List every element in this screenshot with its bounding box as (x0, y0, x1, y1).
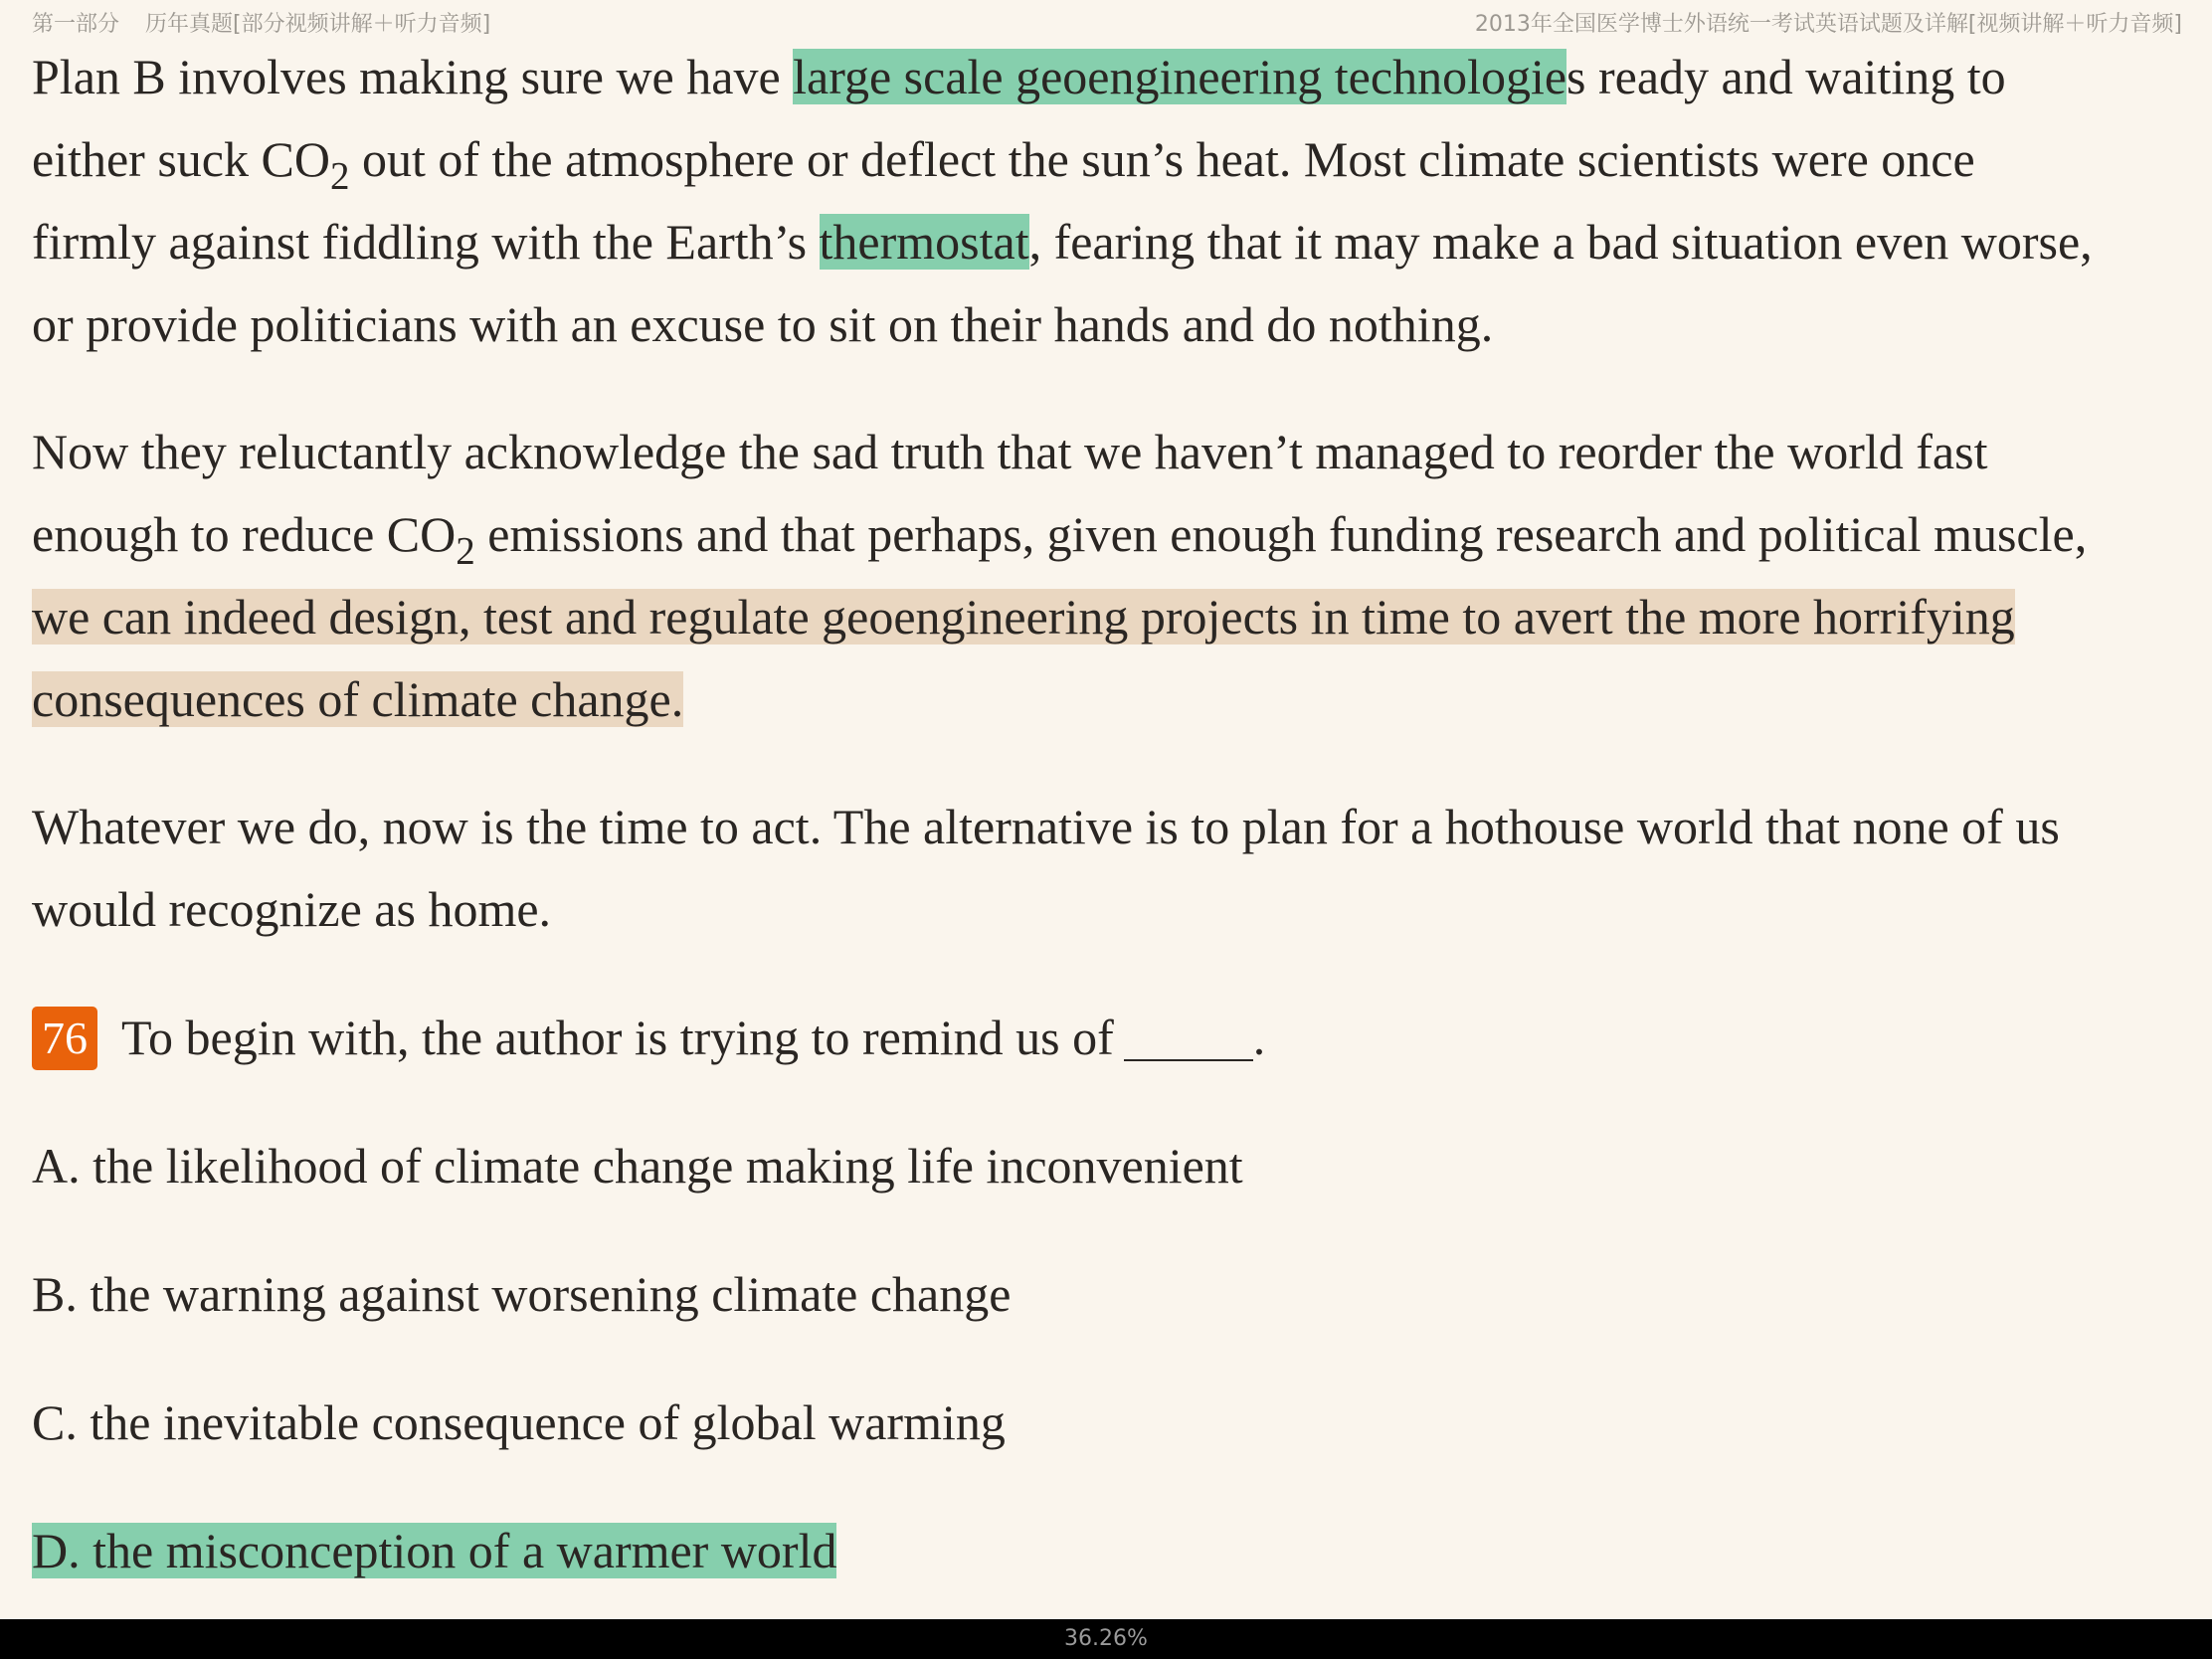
question-text: To begin with, the author is trying to remind us of (121, 1010, 1114, 1065)
text-run: Whatever we do, now is the time to act. The alternative is to plan for a hothouse world that none of us (32, 799, 2060, 854)
text-run: firmly against fiddling with the Earth’s (32, 214, 820, 270)
text-line (32, 576, 2190, 658)
option-b[interactable] (32, 1253, 2190, 1336)
header-book-title: 2013年全国医学博士外语统一考试英语试题及详解[视频讲解＋听力音频] (1474, 12, 2182, 37)
text-run: out of the atmosphere or deflect the sun’s heat. Most climate scientists were once (349, 131, 1975, 187)
passage-paragraph-2 (32, 411, 2190, 741)
passage-paragraph-3 (32, 786, 2190, 951)
question-period: . (1252, 1010, 1266, 1065)
text-run: Now they reluctantly acknowledge the sad truth that we haven’t managed to reorder the world fast (32, 424, 1988, 479)
question-number-badge: 76 (32, 1007, 97, 1070)
passage-paragraph-1 (32, 36, 2190, 366)
text-line (32, 493, 2190, 576)
highlight-annotation[interactable]: consequences of climate change. (32, 671, 684, 727)
reading-content (32, 36, 2190, 1592)
option-d[interactable] (32, 1510, 2190, 1592)
text-run: would recognize as home. (32, 881, 552, 937)
text-run: Plan B involves making sure we have (32, 49, 794, 104)
text-run: enough to reduce CO (32, 506, 457, 562)
text-line (32, 283, 2190, 366)
text-run: , fearing that it may make a bad situation even worse, (1028, 214, 2093, 270)
text-run: emissions and that perhaps, given enough funding research and political muscle, (474, 506, 2088, 562)
highlight-annotation[interactable]: thermostat (819, 214, 1029, 270)
highlight-annotation[interactable]: large scale geoengineering technologie (793, 49, 1567, 104)
option-b-text: B. the warning against worsening climate change (32, 1266, 1012, 1322)
option-c-text: C. the inevitable consequence of global warming (32, 1394, 1006, 1450)
text-run: s ready and waiting to (1567, 49, 2006, 104)
option-c[interactable] (32, 1382, 2190, 1464)
text-run: either suck CO (32, 131, 330, 187)
highlight-annotation[interactable]: we can indeed design, test and regulate geoengineering projects in time to avert the more horrifying (32, 589, 2015, 645)
text-line (32, 36, 2190, 118)
text-line (32, 118, 2190, 201)
text-line (32, 658, 2190, 741)
text-run: or provide politicians with an excuse to sit on their hands and do nothing. (32, 296, 1494, 352)
text-line (32, 201, 2190, 283)
reading-progress-bar (0, 1619, 2212, 1659)
option-a-text: A. the likelihood of climate change making life inconvenient (32, 1138, 1243, 1194)
option-a[interactable] (32, 1125, 2190, 1207)
header-chapter: 历年真题[部分视频讲解＋听力音频] (145, 12, 491, 37)
text-line (32, 786, 2190, 868)
answer-blank (1124, 1015, 1253, 1061)
text-line (32, 868, 2190, 951)
subscript: 2 (329, 154, 350, 198)
option-d-highlighted-text[interactable]: D. the misconception of a warmer world (32, 1523, 837, 1578)
subscript: 2 (456, 529, 475, 573)
reader-header (0, 0, 2212, 40)
reading-progress-percent: 36.26% (1064, 1626, 1148, 1651)
text-line (32, 411, 2190, 493)
header-section: 第一部分 (32, 12, 120, 37)
header-breadcrumb (32, 7, 490, 38)
question-stem (32, 997, 2190, 1079)
